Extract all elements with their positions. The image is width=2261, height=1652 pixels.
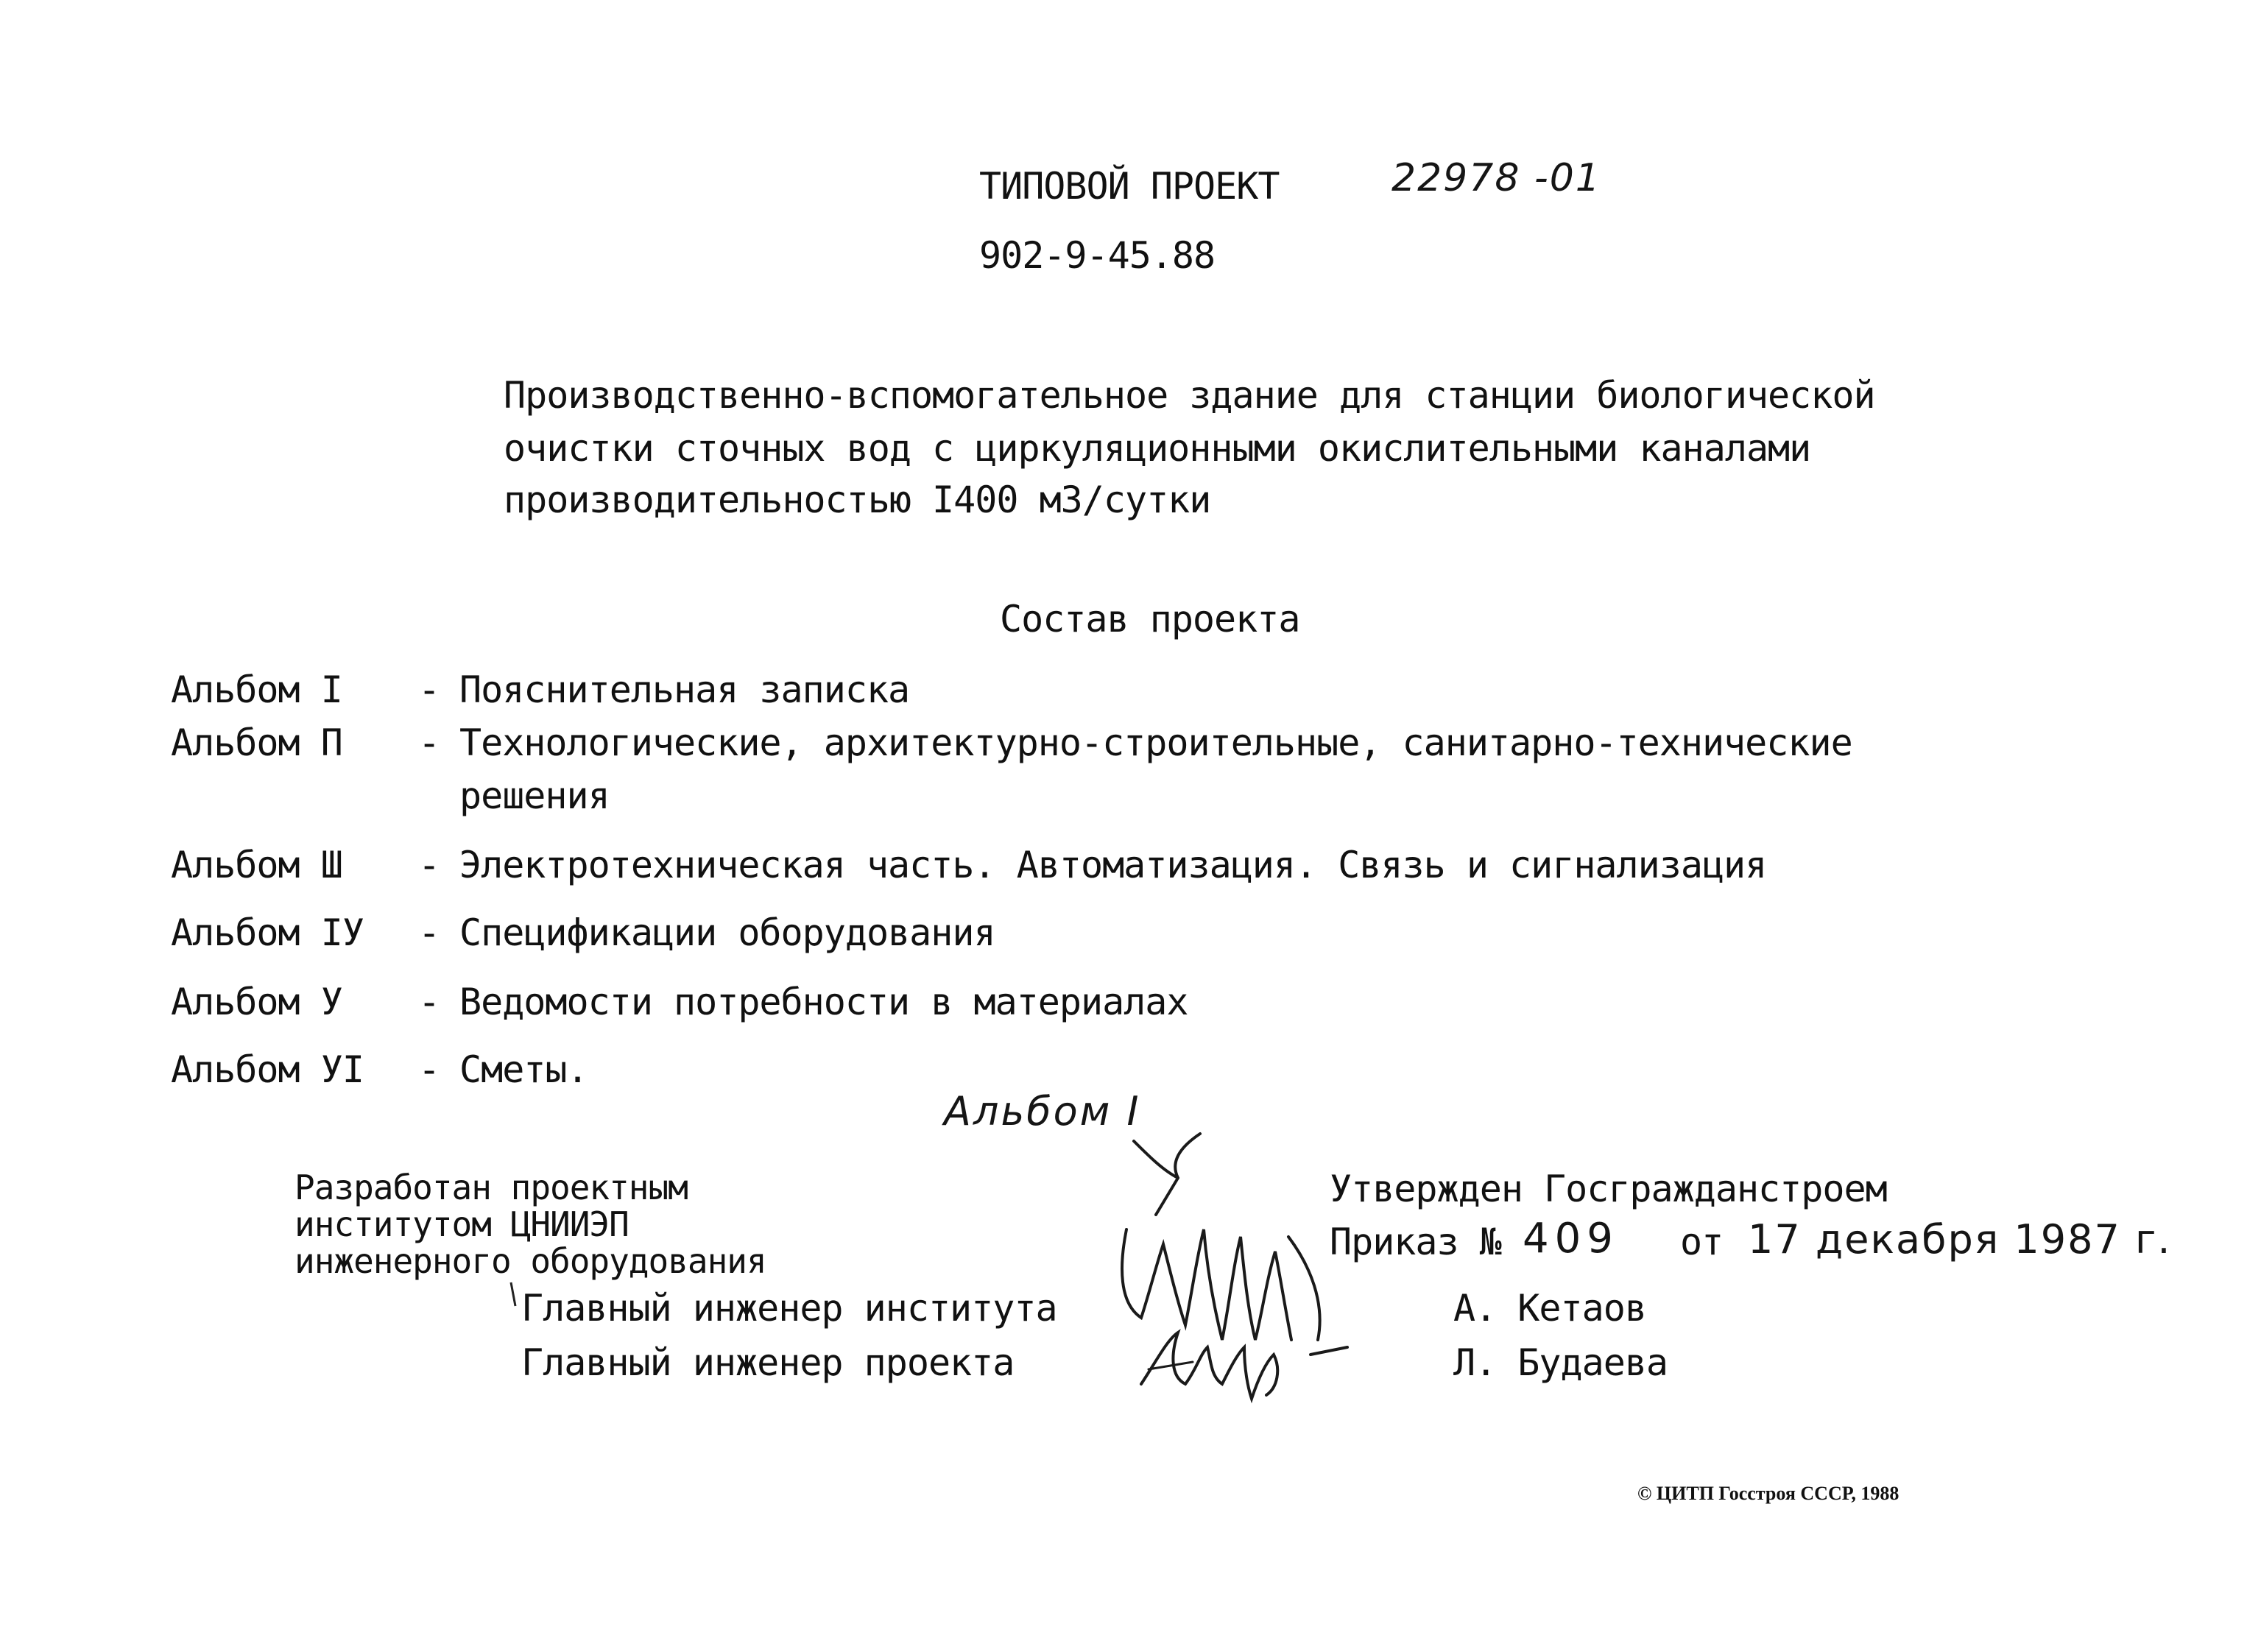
album-row xyxy=(171,668,2085,713)
signatory-role-2: Главный инженер проекта xyxy=(521,1341,1015,1384)
album-dash: - xyxy=(418,1048,441,1091)
project-type-title: ТИПОВОЙ ПРОЕКТ xyxy=(979,165,1280,208)
developer-line-2: институтом ЦНИИЭП xyxy=(294,1204,629,1244)
album-description: Пояснительная записка xyxy=(459,668,910,711)
album-row xyxy=(171,721,2085,825)
album-row xyxy=(171,1048,2085,1092)
project-code: 902-9-45.88 xyxy=(979,234,1216,277)
order-from: от xyxy=(1680,1221,1724,1263)
album-dash: - xyxy=(418,668,441,711)
album-label: Альбом I xyxy=(171,668,342,711)
composition-heading: Состав проекта xyxy=(1000,598,1300,640)
signatory-role-1: Главный инженер института xyxy=(521,1287,1057,1330)
album-description: Технологические, архитектурно-строительные, санитарно-технические xyxy=(459,721,1852,764)
album-label: Альбом Ш xyxy=(171,844,342,886)
order-number: 409 xyxy=(1523,1215,1619,1263)
album-dash: - xyxy=(418,911,441,954)
description-line-3: производительностью I400 м3/сутки xyxy=(504,479,1211,521)
album-row xyxy=(171,981,2085,1025)
handwritten-project-number: 22978 -01 xyxy=(1391,156,1601,200)
album-label: Альбом IУ xyxy=(171,911,364,954)
approval-line: Утвержден Госгражданстроем xyxy=(1330,1168,1887,1210)
album-dash: - xyxy=(418,721,441,764)
handwritten-album-note: Альбом I xyxy=(944,1088,1141,1134)
album-label: Альбом П xyxy=(171,721,342,764)
album-dash: - xyxy=(418,844,441,886)
album-label: Альбом У xyxy=(171,981,342,1023)
developer-line-3: инженерного оборудования xyxy=(294,1241,766,1281)
signature-chief-engineer-project xyxy=(1126,1318,1362,1406)
album-description: Сметы. xyxy=(459,1048,588,1091)
album-label: Альбом УI xyxy=(171,1048,364,1091)
album-description: Спецификации оборудования xyxy=(459,911,995,954)
description-line-2: очистки сточных вод с циркуляционными окислительными каналами xyxy=(504,427,1811,470)
order-prefix: Приказ № xyxy=(1330,1221,1501,1263)
album-dash: - xyxy=(418,981,441,1023)
copyright-notice: © ЦИТП Госстроя СССР, 1988 xyxy=(1637,1483,1900,1504)
album-row xyxy=(171,844,2085,888)
album-description-continued: решения xyxy=(459,774,610,817)
signatory-name-2: Л. Будаева xyxy=(1453,1341,1668,1384)
order-date: 17 декабря 1987 г. xyxy=(1748,1216,2172,1263)
album-description: Ведомости потребности в материалах xyxy=(459,981,1188,1023)
album-description: Электротехническая часть. Автоматизация. Связь и сигнализация xyxy=(459,844,1767,886)
description-line-1: Производственно-вспомогательное здание для станции биологической xyxy=(504,374,1875,417)
signatory-name-1: А. Кетаов xyxy=(1453,1287,1646,1330)
tick-mark xyxy=(508,1281,523,1310)
developer-line-1: Разработан проектным xyxy=(294,1168,688,1207)
album-row xyxy=(171,911,2085,956)
